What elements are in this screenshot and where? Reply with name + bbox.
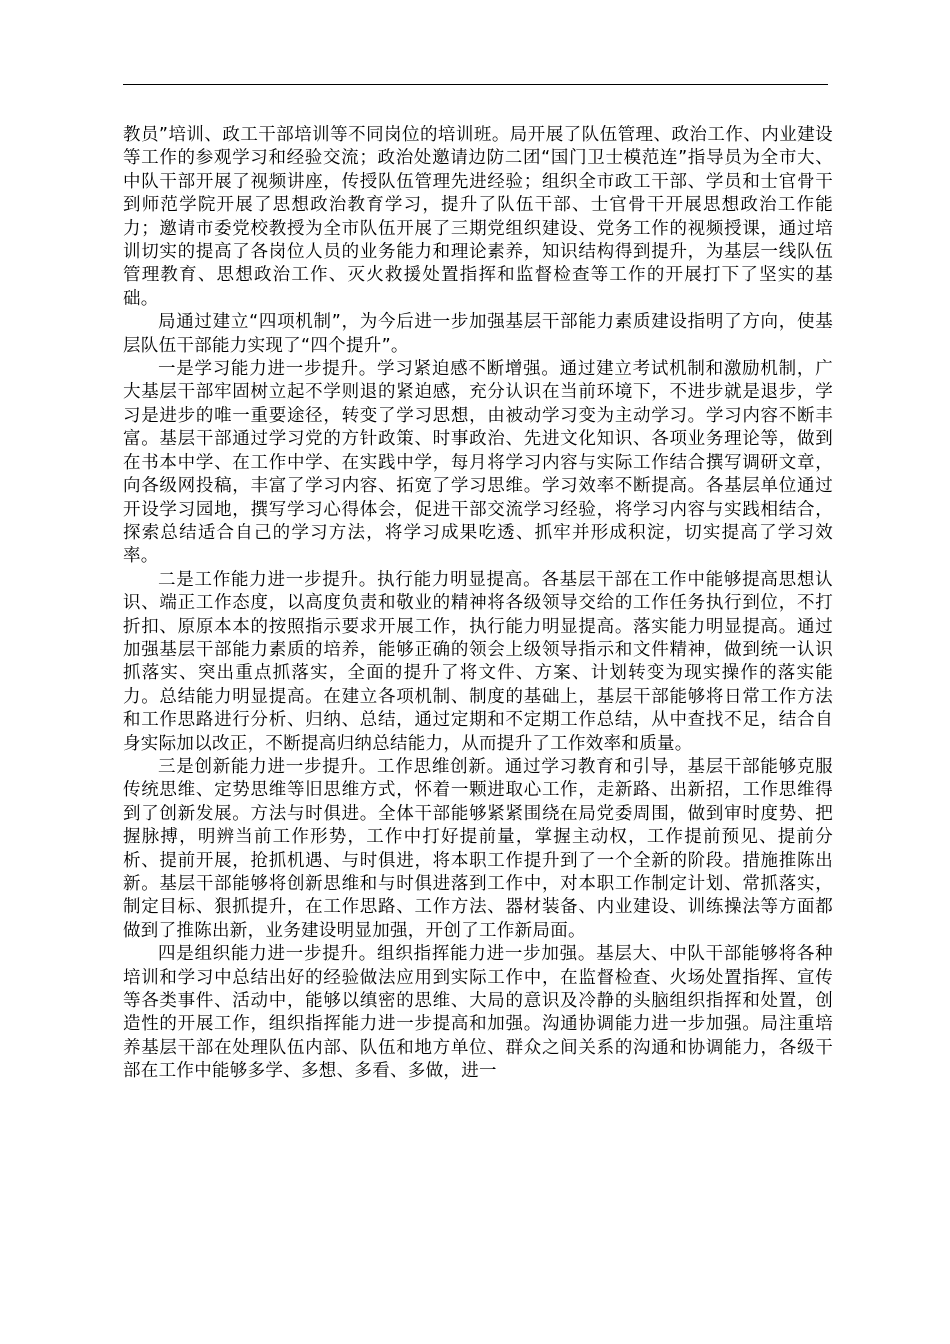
header-rule: [123, 84, 828, 85]
paragraph-learning-ability: 一是学习能力进一步提升。学习紧迫感不断增强。通过建立考试机制和激励机制，广大基层干部牢固树立起不学则退的紧迫感，充分认识在当前环境下，不进步就是退步，学习是进步的唯一重要途径，转变了学习思想，由被动学习变为主动学习。学习内容不断丰富。基层干部通过学习党的方针政策、时事政治、先进文化知识、各项业务理论等，做到在书本中学、在工作中学、在实践中学，每月将学习内容与实际工作结合撰写调研文章，向各级网投稿，丰富了学习内容、拓宽了学习思维。学习效率不断提高。各基层单位通过开设学习园地，撰写学习心得体会，促进干部交流学习经验，将学习内容与实践相结合，探索总结适合自己的学习方法，将学习成果吃透、抓牢并形成积淀，切实提高了学习效率。: [123, 359, 833, 567]
paragraph-training-summary: 教员”培训、政工干部培训等不同岗位的培训班。局开展了队伍管理、政治工作、内业建设等工作的参观学习和经验交流；政治处邀请边防二团“国门卫士模范连”指导员为全市大、中队干部开展了视频讲座，传授队伍管理先进经验；组织全市政工干部、学员和士官骨干到师范学院开展了思想政治教育学习，提升了队伍干部、士官骨干开展思想政治工作能力；邀请市委党校教授为全市队伍开展了三期党组织建设、党务工作的视频授课，通过培训切实的提高了各岗位人员的业务能力和理论素养，知识结构得到提升，为基层一线队伍管理教育、思想政治工作、灭火救援处置指挥和监督检查等工作的开展打下了坚实的基础。: [123, 125, 833, 309]
document-body: [123, 124, 833, 1084]
paragraph-innovation-ability: 三是创新能力进一步提升。工作思维创新。通过学习教育和引导，基层干部能够克服传统思维、定势思维等旧思维方式，怀着一颗进取心工作，走新路、出新招，工作思维得到了创新发展。方法与时俱进。全体干部能够紧紧围绕在局党委周围，做到审时度势、把握脉搏，明辨当前工作形势，工作中打好提前量，掌握主动权，工作提前预见、提前分析、提前开展，抢抓机遇、与时俱进，将本职工作提升到了一个全新的阶段。措施推陈出新。基层干部能够将创新思维和与时俱进落到工作中，对本职工作制定计划、常抓落实，制定目标、狠抓提升，在工作思路、工作方法、器材装备、内业建设、训练操法等方面都做到了推陈出新，业务建设明显加强，开创了工作新局面。: [123, 756, 833, 941]
paragraph-organization-ability: 四是组织能力进一步提升。组织指挥能力进一步加强。基层大、中队干部能够将各种培训和学习中总结出好的经验做法应用到实际工作中，在监督检查、火场处置指挥、宣传等各类事件、活动中，能够以缜密的思维、大局的意识及冷静的头脑组织指挥和处置，创造性的开展工作，组织指挥能力进一步提高和加强。沟通协调能力进一步加强。局注重培养基层干部在处理队伍内部、队伍和地方单位、群众之间关系的沟通和协调能力，各级干部在工作中能够多学、多想、多看、多做，进一: [123, 944, 833, 1082]
paragraph-work-ability: 二是工作能力进一步提升。执行能力明显提高。各基层干部在工作中能够提高思想认识、端正工作态度，以高度负责和敬业的精神将各级领导交给的工作任务执行到位，不打折扣、原原本本的按照指示要求开展工作，执行能力明显提高。落实能力明显提高。通过加强基层干部能力素质的培养，能够正确的领会上级领导指示和文件精神，做到统一认识抓落实、突出重点抓落实，全面的提升了将文件、方案、计划转变为现实操作的落实能力。总结能力明显提高。在建立各项机制、制度的基础上，基层干部能够将日常工作方法和工作思路进行分析、归纳、总结，通过定期和不定期工作总结，从中查找不足，结合自身实际加以改正，不断提高归纳总结能力，从而提升了工作效率和质量。: [123, 569, 833, 754]
paragraph-four-mechanisms: 局通过建立“四项机制”，为今后进一步加强基层干部能力素质建设指明了方向，使基层队伍干部能力实现了“四个提升”。: [123, 312, 833, 356]
